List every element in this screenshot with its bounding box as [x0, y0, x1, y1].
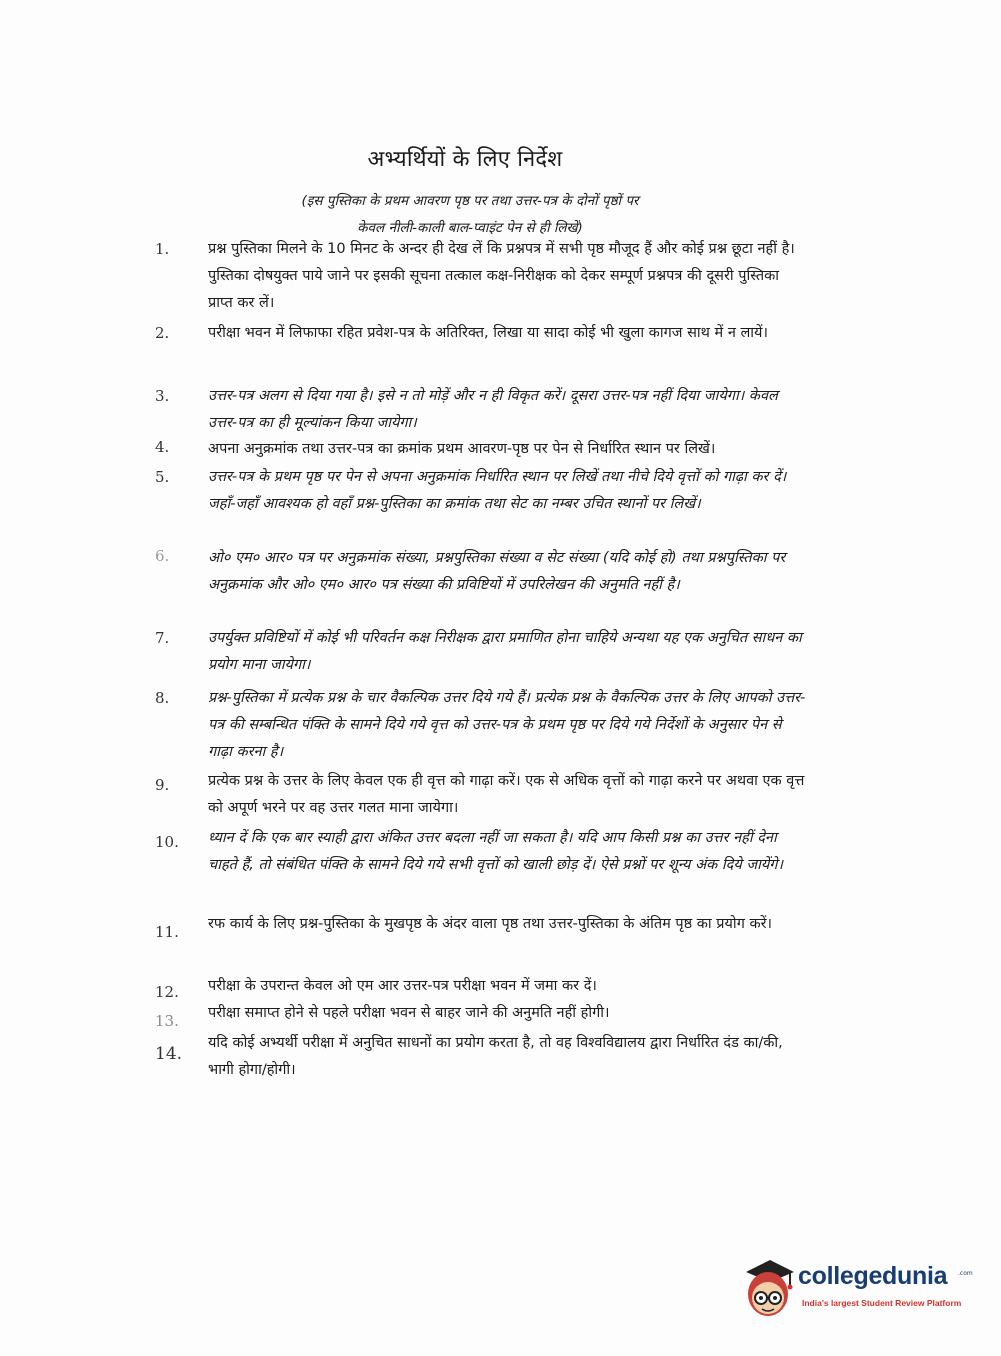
- instruction-number: 13.: [155, 1012, 179, 1030]
- instruction-text: परीक्षा भवन में लिफाफा रहित प्रवेश-पत्र के अतिरिक्त, लिखा या सादा कोई भी खुला कागज साथ में न लायें।: [208, 325, 768, 341]
- instruction-number: 7.: [155, 629, 170, 647]
- brand-tld: .com: [958, 1270, 973, 1277]
- instruction-text: प्रश्न पुस्तिका मिलने के 10 मिनट के अन्दर ही देख लें कि प्रश्नपत्र में सभी पृष्ठ मौजूद हैं और कोई प्रश्न छूटा नहीं है। पुस्तिका दोषयुक्त पाये जाने पर इसकी सूचना तत्काल कक्ष-निरीक्षक को देकर सम्पूर्ण प्रश्नपत्र की दूसरी पुस्तिका प्राप्त कर लें।: [208, 241, 795, 311]
- instruction-number: 12.: [155, 983, 179, 1001]
- instruction-text: उत्तर-पत्र के प्रथम पृष्ठ पर पेन से अपना अनुक्रमांक निर्धारित स्थान पर लिखें तथा नीचे दिये वृत्तों को गाढ़ा कर दें। जहाँ-जहाँ आवश्यक हो वहाँ प्रश्न-पुस्तिका का क्रमांक तथा सेट का नम्बर उचित स्थानों पर लिखें।: [208, 469, 787, 512]
- instruction-number: 1.: [155, 240, 170, 258]
- instruction-item: [0, 236, 1001, 320]
- instruction-item: [0, 383, 1001, 436]
- instruction-item: [0, 1000, 1001, 1030]
- instruction-number: 8.: [155, 689, 170, 707]
- collegedunia-logo: [740, 1254, 973, 1324]
- instruction-text: परीक्षा के उपरान्त केवल ओ एम आर उत्तर-पत्र परीक्षा भवन में जमा कर दें।: [208, 978, 597, 994]
- subtitle-line-1: (इस पुस्तिका के प्रथम आवरण पृष्ठ पर तथा उत्तर-पत्र के दोनों पृष्ठों पर: [301, 193, 639, 209]
- instruction-number: 2.: [155, 324, 170, 342]
- instruction-item: [0, 911, 1001, 973]
- instruction-text: परीक्षा समाप्त होने से पहले परीक्षा भवन से बाहर जाने की अनुमति नहीं होगी।: [208, 1005, 610, 1021]
- instruction-number: 11.: [155, 923, 179, 941]
- instruction-number: 5.: [155, 468, 170, 486]
- instruction-list: [0, 236, 1001, 1090]
- mascot-icon: [740, 1254, 796, 1320]
- instruction-item: [0, 436, 1001, 464]
- page-title: अभ्यर्थियों के लिए निर्देश: [367, 147, 563, 172]
- instruction-text: यदि कोई अभ्यर्थी परीक्षा में अनुचित साधनों का प्रयोग करता है, तो वह विश्वविद्यालय द्वारा निर्धारित दंड का/की, भागी होगा/होगी।: [208, 1035, 783, 1078]
- instruction-text: अपना अनुक्रमांक तथा उत्तर-पत्र का क्रमांक प्रथम आवरण-पृष्ठ पर पेन से निर्धारित स्थान पर लिखें।: [208, 441, 716, 457]
- instruction-text: प्रत्येक प्रश्न के उत्तर के लिए केवल एक ही वृत्त को गाढ़ा करें। एक से अधिक वृत्तों को गाढ़ा करने पर अथवा एक वृत्त को अपूर्ण भरने पर वह उत्तर गलत माना जायेगा।: [208, 773, 805, 816]
- instruction-item: [0, 320, 1001, 383]
- instruction-number: 3.: [155, 387, 170, 405]
- instruction-text: रफ कार्य के लिए प्रश्न-पुस्तिका के मुखपृष्ठ के अंदर वाला पृष्ठ तथा उत्तर-पुस्तिका के अंतिम पृष्ठ का प्रयोग करें।: [208, 916, 773, 932]
- brand-tagline: India's largest Student Review Platform: [802, 1298, 962, 1308]
- instruction-text: उपर्युक्त प्रविष्टियों में कोई भी परिवर्तन कक्ष निरीक्षक द्वारा प्रमाणित होना चाहिये अन्यथा यह एक अनुचित साधन का प्रयोग माना जायेगा।: [208, 630, 802, 673]
- instruction-item: [0, 685, 1001, 768]
- brand-name: collegedunia: [798, 1262, 948, 1290]
- instruction-number: 14.: [155, 1044, 183, 1064]
- instruction-item: [0, 1030, 1001, 1090]
- instruction-item: [0, 973, 1001, 1000]
- instruction-item: [0, 464, 1001, 545]
- instruction-item: [0, 625, 1001, 685]
- instruction-number: 10.: [155, 833, 179, 851]
- instruction-item: [0, 545, 1001, 625]
- instruction-text: ओ० एम० आर० पत्र पर अनुक्रमांक संख्या, प्रश्नपुस्तिका संख्या व सेट संख्या (यदि कोई हो) तथा प्रश्नपुस्तिका पर अनुक्रमांक और ओ० एम० आर० पत्र संख्या की प्रविष्टियों में उपरिलेखन की अनुमति नहीं है।: [208, 550, 786, 593]
- instruction-item: [0, 825, 1001, 911]
- subtitle-line-2: केवल नीली-काली बाल-प्वाइंट पेन से ही लिखें): [357, 220, 583, 236]
- instruction-text: प्रश्न-पुस्तिका में प्रत्येक प्रश्न के चार वैकल्पिक उत्तर दिये गये हैं। प्रत्येक प्रश्न के वैकल्पिक उत्तर के लिए आपको उत्तर-पत्र की सम्बन्धित पंक्ति के सामने दिये गये वृत्त को उत्तर-पत्र के प्रथम पृष्ठ पर दिये गये निर्देशों के अनुसार पेन से गाढ़ा करना है।: [208, 690, 806, 760]
- instruction-item: [0, 768, 1001, 825]
- instruction-text: ध्यान दें कि एक बार स्याही द्वारा अंकित उत्तर बदला नहीं जा सकता है। यदि आप किसी प्रश्न का उत्तर नहीं देना चाहते हैं, तो संबंधित पंक्ति के सामने दिये गये सभी वृत्तों को खाली छोड़ दें। ऐसे प्रश्नों पर शून्य अंक दिये जायेंगे।: [208, 830, 783, 873]
- instruction-number: 9.: [155, 776, 170, 794]
- instruction-text: उत्तर-पत्र अलग से दिया गया है। इसे न तो मोड़ें और न ही विकृत करें। दूसरा उत्तर-पत्र नहीं दिया जायेगा। केवल उत्तर-पत्र का ही मूल्यांकन किया जायेगा।: [208, 388, 778, 431]
- page-subtitle: [210, 188, 730, 242]
- instruction-number: 6.: [155, 547, 170, 565]
- instruction-number: 4.: [155, 438, 170, 456]
